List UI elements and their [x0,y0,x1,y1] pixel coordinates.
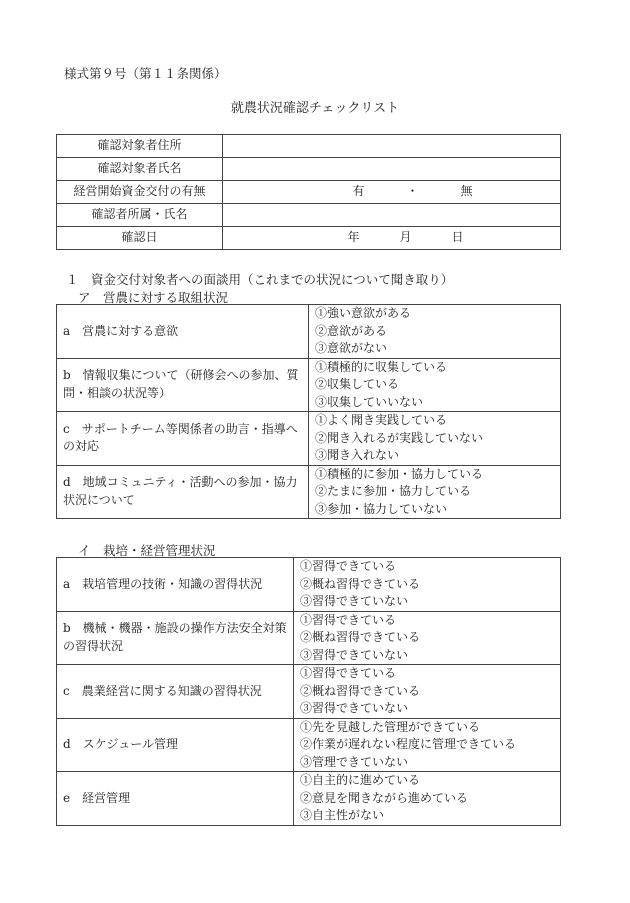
option-1[interactable]: ①習得できている [300,666,397,680]
option-3[interactable]: ③参加・協力していない [315,501,448,516]
check-item: c サポートチーム等関係者の助言・指導への対応 [57,412,309,466]
option-3[interactable]: ③習得できていない [300,594,409,608]
address-field[interactable] [223,135,561,158]
subsection-a-title: ア 営農に対する取組状況 [78,290,229,305]
option-3[interactable]: ③管理できていない [300,754,409,769]
option-1[interactable]: ①習得できている [300,612,397,627]
option-3[interactable]: ③収集していいない [315,394,424,409]
farming-effort-table [56,304,561,519]
table-row [57,611,561,665]
grant-label: 経営開始資金交付の有無 [57,181,223,204]
option-1[interactable]: ①自主的に進めている [300,773,421,787]
option-list [294,558,561,612]
table-row [57,305,561,359]
address-label: 確認対象者住所 [57,135,223,158]
name-label: 確認対象者氏名 [57,158,223,181]
form-number: 様式第９号（第１１条関係） [64,66,227,81]
date-year-label: 年 [347,230,360,245]
option-2[interactable]: ②聞き入れるが実践していない [315,430,484,445]
option-2[interactable]: ②概ね習得できている [300,683,421,698]
subsection-i-title: イ 栽培・経営管理状況 [78,543,216,558]
check-item: a 営農に対する意欲 [57,305,309,359]
option-list [294,611,561,665]
table-row [57,135,561,158]
table-row [57,465,561,519]
table-row [57,181,561,204]
date-month-label: 月 [399,230,412,245]
option-3[interactable]: ③習得できていない [300,647,409,662]
option-2[interactable]: ②収集している [315,377,400,391]
date-field[interactable] [223,227,561,250]
option-1[interactable]: ①積極的に収集している [315,359,448,374]
check-item: a 栽培管理の技術・知識の習得状況 [57,558,294,612]
option-2[interactable]: ②概ね習得できている [300,576,421,591]
subject-info-table [56,134,561,250]
option-1[interactable]: ①強い意欲がある [315,306,412,320]
cultivation-management-table [56,557,561,826]
option-list [294,718,561,772]
option-3[interactable]: ③意欲がない [315,341,388,355]
option-list [294,772,561,826]
check-item: d 地域コミュニティ・活動への参加・協力状況について [57,465,309,519]
option-list [309,412,561,466]
grant-no-option[interactable]: 無 [460,184,473,199]
option-1[interactable]: ①先を見越した管理ができている [300,719,481,734]
table-row [57,227,561,250]
table-row [57,204,561,227]
document-title: 就農状況確認チェックリスト [230,101,400,116]
option-2[interactable]: ②たまに参加・協力している [315,484,472,498]
check-item: b 機械・機器・施設の操作方法安全対策の習得状況 [57,611,294,665]
table-row [57,158,561,181]
option-2[interactable]: ②概ね習得できている [300,630,421,644]
checker-field[interactable] [223,204,561,227]
check-item: b 情報収集について（研修会への参加、質問・相談の状況等） [57,358,309,412]
table-row [57,558,561,612]
option-list [309,358,561,412]
table-row [57,665,561,719]
option-list [309,465,561,519]
date-label: 確認日 [57,227,223,250]
option-list [309,305,561,359]
check-item: c 農業経営に関する知識の習得状況 [57,665,294,719]
option-3[interactable]: ③聞き入れない [315,448,400,462]
table-row [57,772,561,826]
check-item: e 経営管理 [57,772,294,826]
option-1[interactable]: ①習得できている [300,559,397,573]
option-1[interactable]: ①積極的に参加・協力している [315,466,484,481]
table-row [57,718,561,772]
option-2[interactable]: ②作業が遅れない程度に管理できている [300,737,517,751]
option-3[interactable]: ③自主性がない [300,808,385,822]
option-1[interactable]: ①よく聞き実践している [315,413,448,427]
name-field[interactable] [223,158,561,181]
check-item: d スケジュール管理 [57,718,294,772]
grant-yes-option[interactable]: 有 [352,184,365,199]
option-3[interactable]: ③習得できていない [300,701,409,715]
option-list [294,665,561,719]
table-row [57,358,561,412]
checker-label: 確認者所属・氏名 [57,204,223,227]
grant-choice-field[interactable] [223,181,561,204]
section-heading: １ 資金交付対象者への面談用（これまでの状況について聞き取り） [66,272,454,287]
option-2[interactable]: ②意見を聞きながら進めている [300,790,469,805]
option-2[interactable]: ②意欲がある [315,323,388,338]
table-row [57,412,561,466]
grant-separator: ・ [406,184,419,199]
date-day-label: 日 [451,230,464,245]
